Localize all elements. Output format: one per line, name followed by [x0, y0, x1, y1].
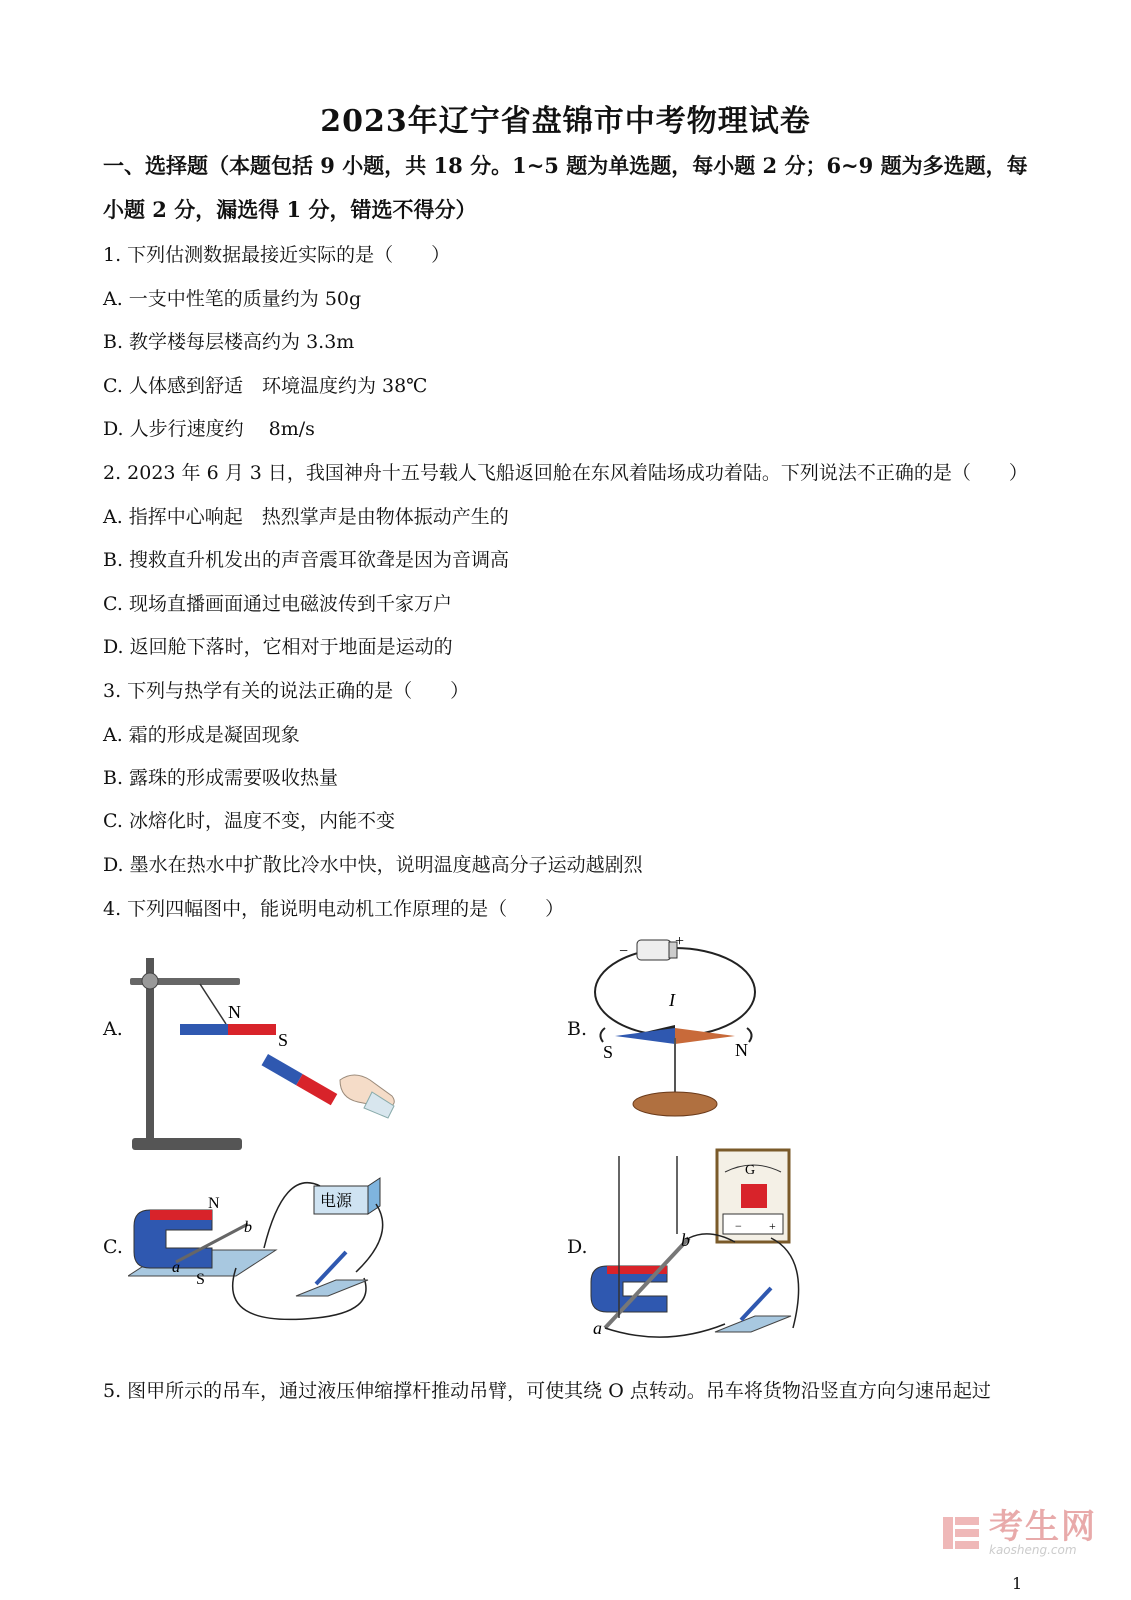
figure-b-minus: − [619, 943, 629, 960]
figure-c-a: a [172, 1259, 180, 1276]
figure-d-b: b [681, 1230, 690, 1250]
watermark-text: 考生网 [989, 1507, 1097, 1547]
figure-c-rail-circuit [128, 1168, 428, 1328]
figure-d-a: a [593, 1318, 602, 1338]
section-heading: 一、选择题（本题包括 9 小题，共 18 分。1~5 题为单选题，每小题 2 分；6~9 题为多选题，每小题 2 分，漏选得 1 分，错选不得分） [103, 153, 1028, 222]
figure-d-galvanometer-circuit [585, 1148, 815, 1348]
question-1-option-c: C. 人体感到舒适 环境温度约为 38℃ [103, 375, 428, 397]
question-2-option-a: A. 指挥中心响起 热烈掌声是由物体振动产生的 [103, 506, 509, 528]
question-2-option-c: C. 现场直播画面通过电磁波传到千家万户 [103, 593, 452, 615]
question-1-option-d: D. 人步行速度约 8m/s [103, 418, 315, 440]
question-5-stem: 5. 图甲所示的吊车，通过液压伸缩撑杆推动吊臂，可使其绕 O 点转动。吊车将货物沿竖直方向匀速吊起过 [103, 1380, 991, 1402]
question-2-option-b: B. 搜救直升机发出的声音震耳欲聋是因为音调高 [103, 549, 510, 571]
question-3-option-c: C. 冰熔化时，温度不变，内能不变 [103, 810, 395, 832]
figure-d-minus: − [735, 1219, 742, 1233]
figure-c-b: b [244, 1219, 252, 1236]
figure-a-label-s: S [278, 1030, 289, 1050]
figure-c-s: S [196, 1271, 205, 1288]
question-3-stem: 3. 下列与热学有关的说法正确的是（ ） [103, 680, 470, 702]
figure-b-label: B. [567, 1018, 588, 1040]
figure-c-power: 电源 [320, 1193, 353, 1210]
question-1-stem: 1. 下列估测数据最接近实际的是（ ） [103, 244, 451, 266]
figure-b-n: N [735, 1040, 748, 1060]
figure-d-plus: + [769, 1219, 776, 1233]
watermark-icon [941, 1513, 981, 1553]
figure-c-n: N [208, 1195, 220, 1212]
page-number: 1 [1012, 1574, 1023, 1593]
figure-b-compass-wire [585, 932, 785, 1132]
page-title: 2023年辽宁省盘锦市中考物理试卷 [320, 104, 811, 139]
question-2-stem: 2. 2023 年 6 月 3 日，我国神舟十五号载人飞船返回舱在东风着陆场成功着陆。下列说法不正确的是（ ） [103, 462, 1028, 484]
question-1-option-a: A. 一支中性笔的质量约为 50g [103, 288, 362, 310]
question-1-option-b: B. 教学楼每层楼高约为 3.3m [103, 331, 355, 353]
figure-c-label: C. [103, 1236, 123, 1258]
figure-b-plus: + [675, 933, 685, 950]
question-3-option-d: D. 墨水在热水中扩散比冷水中快，说明温度越高分子运动越剧烈 [103, 854, 643, 876]
figure-a-label: A. [103, 1018, 123, 1040]
question-3-option-b: B. 露珠的形成需要吸收热量 [103, 767, 339, 789]
figure-a-magnet-stand [128, 958, 428, 1158]
watermark-url: kaosheng.com [989, 1543, 1077, 1557]
figure-a-label-n: N [228, 1002, 241, 1022]
question-3-option-a: A. 霜的形成是凝固现象 [103, 724, 300, 746]
watermark-logo [941, 1507, 1097, 1557]
figure-d-g: G [745, 1163, 756, 1178]
question-2-option-d: D. 返回舱下落时，它相对于地面是运动的 [103, 636, 453, 658]
figure-d-label: D. [567, 1236, 588, 1258]
figure-b-s: S [603, 1042, 614, 1062]
question-4-stem: 4. 下列四幅图中，能说明电动机工作原理的是（ ） [103, 898, 565, 920]
figure-b-current: I [669, 990, 675, 1010]
